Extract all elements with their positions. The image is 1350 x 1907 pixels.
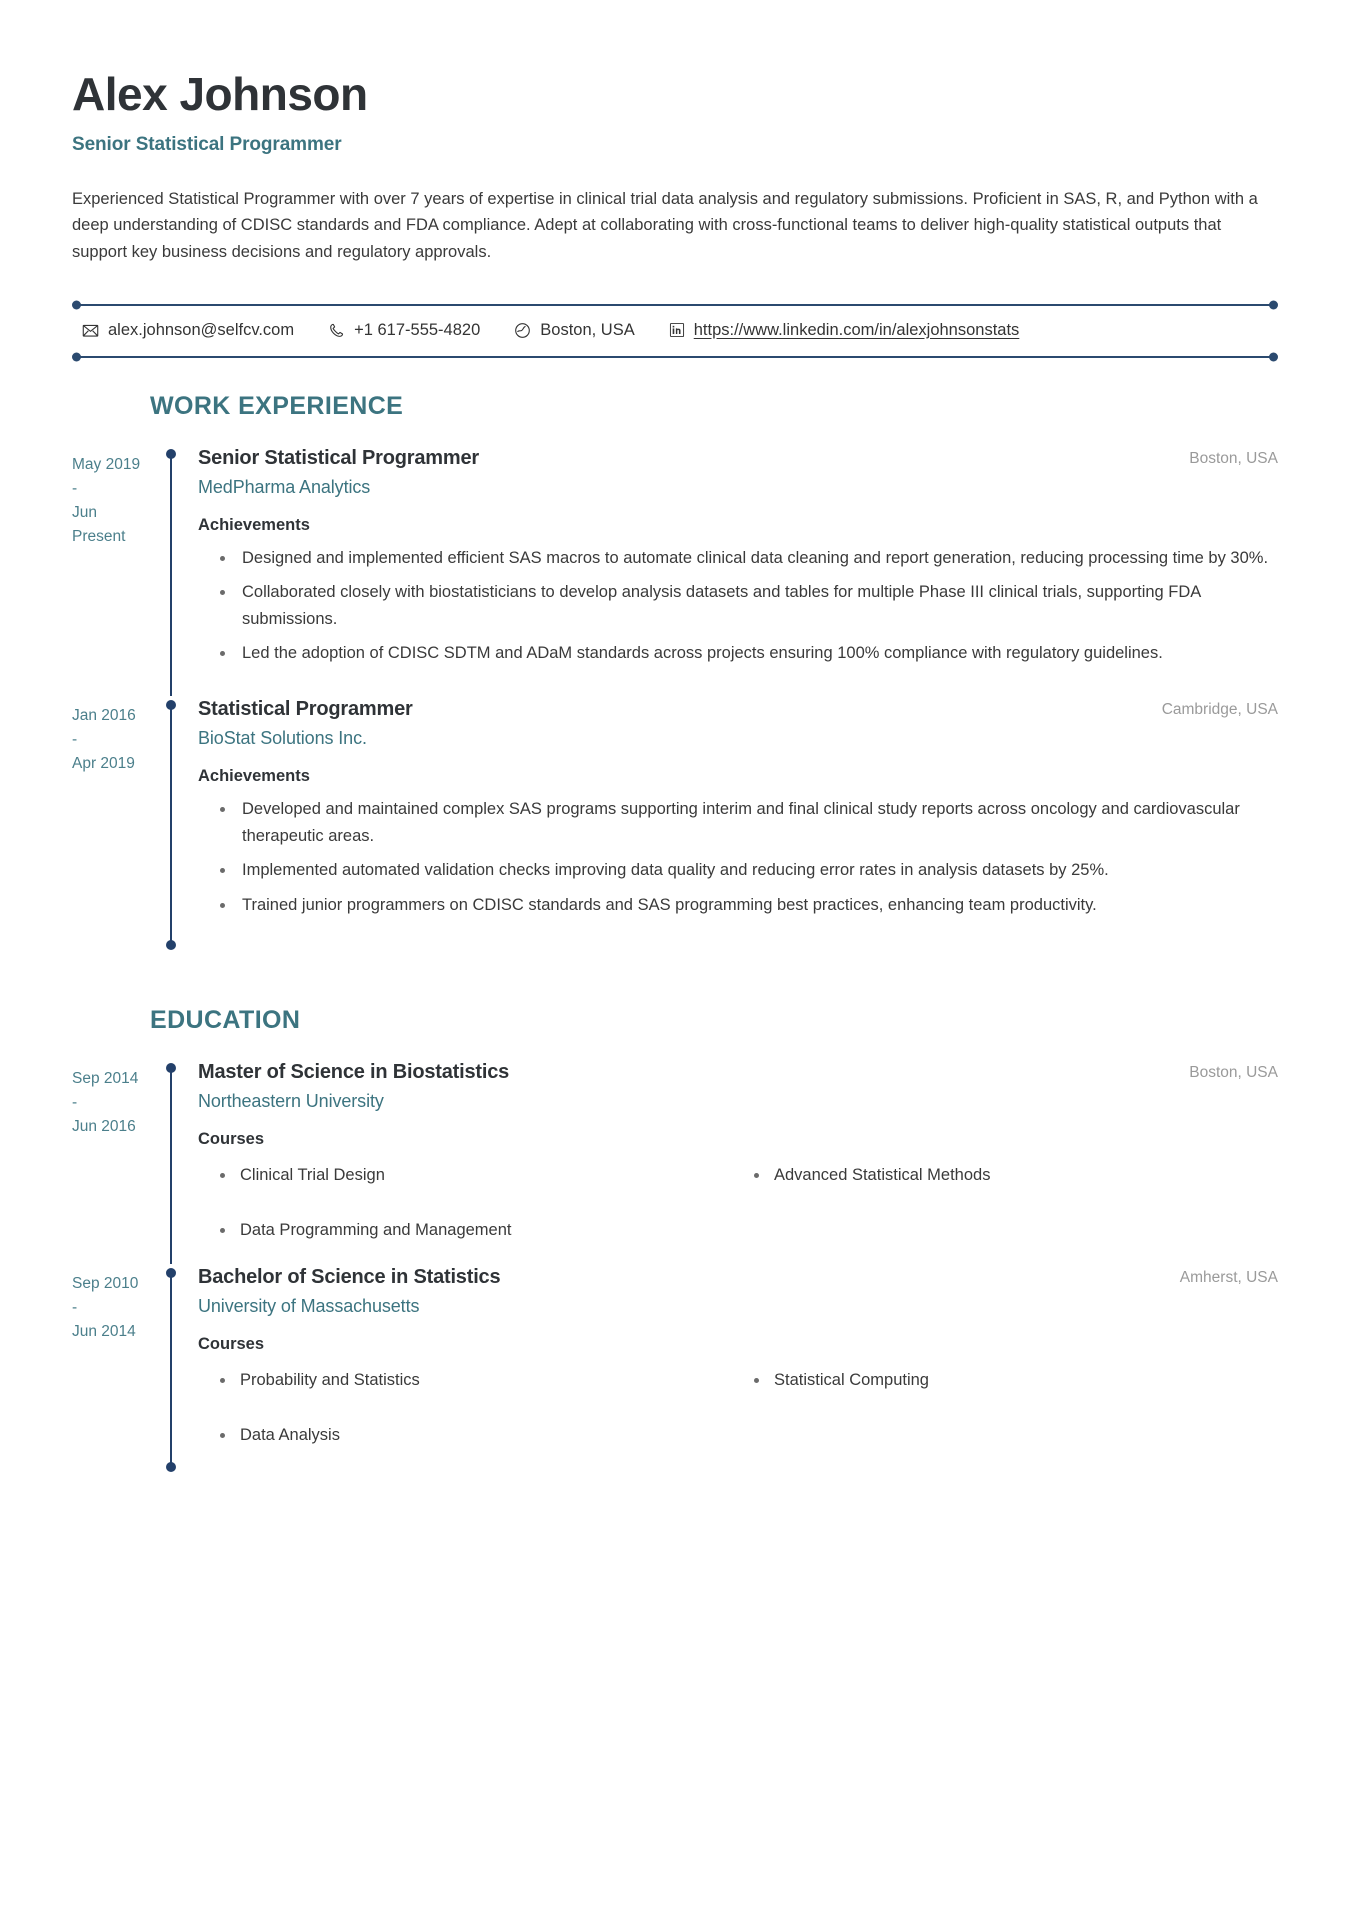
phone-icon [328,322,345,339]
work-entry [72,445,1278,697]
contact-linkedin[interactable] [669,321,1020,340]
timeline-rail [162,1264,180,1470]
education-entry-subhead: Courses [198,1335,265,1354]
date-dash: - [72,479,78,497]
list-item: Data Analysis [240,1423,744,1448]
work-entry-body [180,696,1278,948]
education-entry-body [180,1264,1278,1470]
education-entry-courses [198,1368,1278,1448]
contact-divider-bottom [80,356,1270,358]
work-entry-head [198,445,1278,471]
work-entry-title: Senior Statistical Programmer [198,446,479,469]
contact-location [514,321,634,340]
timeline-line [170,1272,172,1470]
work-entry-organization: BioStat Solutions Inc. [198,728,367,749]
list-item: Trained junior programmers on CDISC standards and SAS programming best practices, enhancing team productivity. [240,892,1278,918]
work-entry-dates [72,445,162,697]
date-end-line1: Jun [72,503,97,521]
envelope-icon [82,322,99,339]
education-entry [72,1059,1278,1265]
list-item: Statistical Computing [774,1368,1278,1393]
work-entry-dates [72,696,162,948]
contact-block [72,304,1278,358]
timeline-dot-icon [166,1462,176,1472]
education-entry-dates [72,1059,162,1265]
work-entry-bullets [198,545,1278,667]
timeline-line [170,1067,172,1265]
section-title-work-experience: WORK EXPERIENCE [150,391,404,420]
list-item: Clinical Trial Design [240,1163,744,1188]
education-entry [72,1264,1278,1470]
contact-phone-text: +1 617-555-4820 [354,320,481,339]
date-end-line1: Apr 2019 [72,755,135,773]
date-dash: - [72,731,78,749]
education-entry-courses [198,1163,1278,1243]
education-entry-location: Amherst, USA [1179,1269,1278,1287]
education-entry-location: Boston, USA [1189,1063,1278,1081]
education-entry-organization: Northeastern University [198,1090,384,1111]
contact-email-text: alex.johnson@selfcv.com [108,320,295,339]
timeline-dot-icon [166,940,176,950]
education-entry-organization: University of Massachusetts [198,1296,420,1317]
date-start: Sep 2010 [72,1275,139,1293]
date-dash: - [72,1299,78,1317]
work-entry-location: Boston, USA [1189,449,1278,467]
education-entry-subhead: Courses [198,1129,265,1148]
work-entry-head [198,696,1278,722]
list-item: Designed and implemented efficient SAS macros to automate clinical data cleaning and report generation, reducing processing time by 30%. [240,545,1278,571]
contact-divider-top [80,304,1270,306]
work-entry-location: Cambridge, USA [1161,701,1278,719]
list-item: Implemented automated validation checks improving data quality and reducing error rates in analysis datasets by 25%. [240,857,1278,883]
work-entry-bullets [198,796,1278,918]
list-item: Advanced Statistical Methods [774,1163,1278,1188]
work-entry [72,696,1278,948]
section-education [72,1006,1278,1470]
candidate-job-title: Senior Statistical Programmer [72,133,342,155]
list-item: Led the adoption of CDISC SDTM and ADaM standards across projects ensuring 100% compliance with regulatory guidelines. [240,640,1278,666]
date-end-line2: Present [72,527,126,545]
list-item: Collaborated closely with biostatisticians to develop analysis datasets and tables for multiple Phase III clinical trials, supporting FDA submissions. [240,579,1278,632]
timeline-line [170,704,172,948]
linkedin-icon [669,322,685,338]
education-entry-dates [72,1264,162,1470]
date-start: Jan 2016 [72,707,136,725]
contact-linkedin-text: https://www.linkedin.com/in/alexjohnsonstats [693,320,1020,339]
resume-header [72,70,1278,266]
date-dash: - [72,1093,78,1111]
section-work-experience [72,392,1278,948]
list-item: Probability and Statistics [240,1368,744,1393]
work-entry-organization: MedPharma Analytics [198,476,371,497]
education-entry-title: Master of Science in Biostatistics [198,1060,510,1083]
education-entry-title: Bachelor of Science in Statistics [198,1266,501,1289]
work-entry-body [180,445,1278,697]
work-entry-title: Statistical Programmer [198,698,413,721]
date-end-line1: Jun 2014 [72,1323,136,1341]
timeline-line [170,453,172,697]
work-entry-subhead: Achievements [198,767,310,786]
contact-email[interactable] [82,321,294,340]
timeline-rail [162,696,180,948]
date-end-line1: Jun 2016 [72,1117,136,1135]
date-start: May 2019 [72,455,141,473]
education-entry-head [198,1059,1278,1085]
education-entry-head [198,1264,1278,1290]
date-start: Sep 2014 [72,1069,139,1087]
timeline-rail [162,1059,180,1265]
contact-location-text: Boston, USA [540,320,635,339]
list-item: Developed and maintained complex SAS programs supporting interim and final clinical study reports across oncology and cardiovascular therapeutic areas. [240,796,1278,849]
location-pin-icon [514,322,531,339]
section-title-education: EDUCATION [150,1005,301,1034]
professional-summary: Experienced Statistical Programmer with over 7 years of expertise in clinical trial data analysis and regulatory submissions. Proficient in SAS, R, and Python with a deep understanding of CDISC standards and FDA compliance. Adept at collaborating with cross-functional teams to deliver high-quality statistical outputs that support key business decisions and regulatory approvals. [72,189,1258,262]
timeline-rail [162,445,180,697]
contact-row [72,306,1278,356]
list-item: Data Programming and Management [240,1218,744,1243]
contact-phone[interactable] [328,321,480,340]
candidate-name: Alex Johnson [72,68,368,120]
work-entry-subhead: Achievements [198,515,310,534]
education-entry-body [180,1059,1278,1265]
